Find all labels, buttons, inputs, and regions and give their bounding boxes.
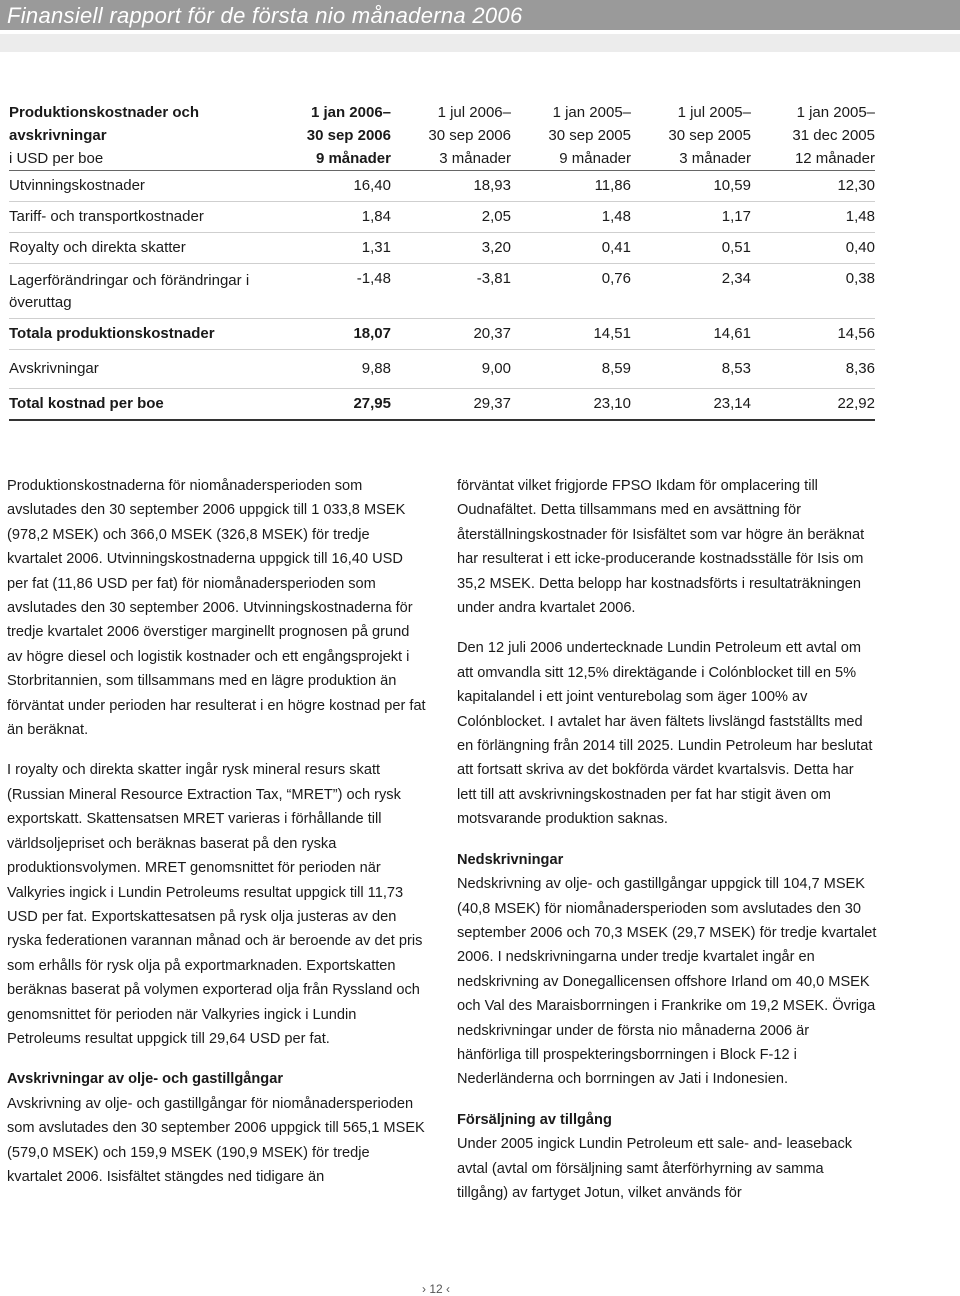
section-heading: Nedskrivningar (457, 851, 564, 868)
paragraph: Under 2005 ingick Lundin Petroleum ett sale- and- leaseback avtal (avtal om försäljning samt återförhyrning av samma tillgång) av fartyget Jotun, vilket används för (457, 1136, 853, 1201)
column-header: 1 jul 2006– 30 sep 2006 3 månader (428, 104, 511, 167)
table-cell: 22,92 (751, 389, 875, 421)
paragraph: Avskrivning av olje- och gastillgångar för niomånadersperioden som avslutades den 30 september 2006 uppgick till 565,1 MSEK (579,0 MSEK) och 159,9 MSEK (190,9 MSEK) för tredje kvartalet 2006. Isisfältet stängdes ned tidigare än (7, 1095, 425, 1185)
table-row-total-cost (9, 389, 875, 421)
table-row (9, 350, 875, 389)
table-cell: 20,37 (391, 319, 511, 350)
table-cell: 1,31 (292, 233, 391, 264)
table-cell: 9,88 (292, 350, 391, 389)
table-cell: 0,41 (511, 233, 631, 264)
table-cell: 18,07 (292, 319, 391, 350)
column-header: 1 jul 2005– 30 sep 2005 3 månader (668, 104, 751, 167)
table-cell: 0,38 (751, 264, 875, 319)
table-cell: 0,51 (631, 233, 751, 264)
table-cell: -1,48 (292, 264, 391, 319)
paragraph: förväntat vilket frigjorde FPSO Ikdam för omplacering till Oudnafältet. Detta tillsammans med en avsättning för återställningskostnader för Isisfältet som var högre än beräknat har resulterat i ett icke-producerande kostnadsställe för Isis om 35,2 MSEK. Detta belopp har kostnadsförts i resultaträkningen under andra kvartalet 2006. (457, 478, 865, 617)
row-label: Royalty och direkta skatter (9, 233, 292, 264)
table-row (9, 264, 875, 319)
section-heading: Försäljning av tillgång (457, 1111, 612, 1128)
table-cell: 14,56 (751, 319, 875, 350)
left-text-column (7, 474, 427, 1205)
paragraph: Produktionskostnaderna för niomånadersperioden som avslutades den 30 september 2006 uppgick till 1 033,8 MSEK (978,2 MSEK) och 366,0 MSEK (326,8 MSEK) för tredje kvartalet 2006. Utvinningskostnaderna uppgick till 16,40 USD per fat (11,86 USD per fat) för niomånadersperioden som avslutades den 30 september 2006. Utvinningskostnaderna för tredje kvartalet 2006 överstiger marginellt prognosen på grund av högre diesel och logistik kostnader och ett engångsprojekt i Storbritannien, som tillsammans med en lägre produktion än förväntat under perioden har resulterat i en högre kostnad per fat än beräknat. (7, 478, 426, 739)
row-label: Lagerförändringar och förändringar i överuttag (9, 264, 292, 319)
row-label: Tariff- och transportkostnader (9, 202, 292, 233)
table-cell: 23,10 (511, 389, 631, 421)
table-cell: 16,40 (292, 171, 391, 202)
table-cell: 18,93 (391, 171, 511, 202)
table-cell: 10,59 (631, 171, 751, 202)
table-cell: 14,51 (511, 319, 631, 350)
table-cell: 1,48 (511, 202, 631, 233)
column-header: 1 jan 2006– 30 sep 2006 9 månader (306, 104, 391, 167)
table-row (9, 202, 875, 233)
table-cell: 14,61 (631, 319, 751, 350)
column-header: 1 jan 2005– 30 sep 2005 9 månader (548, 104, 631, 167)
table-cell: 8,59 (511, 350, 631, 389)
report-title: Finansiell rapport för de första nio månaderna 2006 (7, 3, 523, 28)
table-header-label: Produktionskostnader och avskrivningar i USD per boe (9, 104, 200, 167)
table-cell: 8,36 (751, 350, 875, 389)
table-cell: 8,53 (631, 350, 751, 389)
table-cell: 11,86 (511, 171, 631, 202)
row-label: Avskrivningar (9, 350, 292, 389)
report-banner (0, 0, 960, 30)
table-cell: -3,81 (391, 264, 511, 319)
paragraph: Den 12 juli 2006 undertecknade Lundin Petroleum ett avtal om att omvandla sitt 12,5% direktägande i Colónblocket till en 5% kapitalandel i ett joint venturebolag som äger 100% av Colónblocket. I avtalet har även fältets livslängd fastställts med en förlängning från 2014 till 2025. Lundin Petroleum har beslutat att fortsatt skriva av det bokförda värdet kvartalsvis. Detta har lett till att avskrivningskostnaden per fat har stigit även om motsvarande produktion saknas. (457, 640, 873, 828)
table-cell: 12,30 (751, 171, 875, 202)
section-heading: Avskrivningar av olje- och gastillgångar (7, 1071, 284, 1088)
table-cell: 1,48 (751, 202, 875, 233)
table-row-total-production (9, 319, 875, 350)
paragraph: I royalty och direkta skatter ingår rysk mineral resurs skatt (Russian Mineral Resource Extraction Tax, “MRET”) och rysk exportskatt. Skattensatsen MRET varieras i förhållande till världsoljepriset och beräknas baserat på den ryska produktionsvolymen. MRET genomsnittet för perioden när Valkyries ingick i Lundin Petroleums resultat uppgick till 11,73 USD per fat. Exportskattesatsen på rysk olja justeras av den ryska federationen varannan månad och är beroende av det pris som erhålls för rysk olja på exportmarknaden. Exportskatten beräknas baserat på volymen exporterad olja från Ryssland och genomsnittet för perioden när Valkyries ingick i Lundin Petroleums resultat uppgick till 29,64 USD per fat. (7, 762, 423, 1047)
table-cell: 2,34 (631, 264, 751, 319)
production-cost-table (9, 101, 875, 421)
table-cell: 9,00 (391, 350, 511, 389)
table-cell: 2,05 (391, 202, 511, 233)
table-cell: 3,20 (391, 233, 511, 264)
table-cell: 23,14 (631, 389, 751, 421)
header-subband (0, 34, 960, 52)
row-label: Utvinningskostnader (9, 171, 292, 202)
table-cell: 29,37 (391, 389, 511, 421)
table-cell: 0,40 (751, 233, 875, 264)
table-header-row (9, 101, 875, 171)
table-cell: 1,17 (631, 202, 751, 233)
table-row (9, 233, 875, 264)
row-label: Total kostnad per boe (9, 389, 292, 421)
paragraph: Nedskrivning av olje- och gastillgångar uppgick till 104,7 MSEK (40,8 MSEK) för niomånadersperioden som avslutades den 30 september 2006 och 70,3 MSEK (29,7 MSEK) för tredje kvartalet 2006. I nedskrivningarna under tredje kvartalet ingår en nedskrivning av Donegallicensen offshore Irland om 40,0 MSEK och Val des Maraisborrningen i Frankrike om 19,2 MSEK. Övriga nedskrivningar under de första nio månaderna 2006 är hänförliga till prospekteringsborrningen i Block F-12 i Nederländerna och borrningen av Jati i Indonesien. (457, 876, 877, 1088)
row-label: Totala produktionskostnader (9, 319, 292, 350)
column-header: 1 jan 2005– 31 dec 2005 12 månader (792, 104, 875, 167)
page-number: › 12 ‹ (421, 1282, 450, 1296)
table-cell: 1,84 (292, 202, 391, 233)
right-text-column (457, 474, 877, 1221)
table-cell: 27,95 (292, 389, 391, 421)
table-row (9, 171, 875, 202)
table-cell: 0,76 (511, 264, 631, 319)
